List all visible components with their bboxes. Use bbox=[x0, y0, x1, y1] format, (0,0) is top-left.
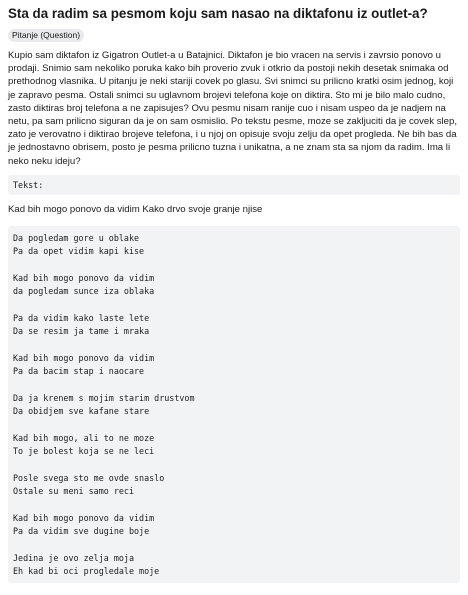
lyrics-stanza bbox=[13, 272, 455, 299]
lyrics-code-block bbox=[8, 226, 460, 583]
lyrics-stanza bbox=[13, 432, 455, 459]
lyrics-line: Da obidjem sve kafane stare bbox=[13, 406, 150, 417]
lyrics-line: To je bolest koja se ne leci bbox=[13, 446, 155, 457]
lyrics-line: Kad bih mogo ponovo da vidim bbox=[13, 352, 155, 363]
lyrics-stanza bbox=[13, 472, 455, 499]
lyrics-line: Kad bih mogo ponovo da vidim bbox=[13, 272, 155, 283]
lyrics-stanza bbox=[13, 512, 455, 539]
post-body: Kupio sam diktafon iz Gigatron Outlet-a u Batajnici. Diktafon je bio vracen na servis i zavrsio ponovo u prodaji. Snimio sam nekoliko poruka kako bih proverio zvuk i otkrio da postoji nekih desetak snimaka od prethodnog vlasnika. U pitanju je neki stariji covek po glasu. Svi snimci su prilicno kratki osim jednog, koji je zapravo pesma. Ostali snimci su uglavnom brojevi telefona koje on diktira. Sto mi je bilo malo cudno, zasto diktiras broj telefona a ne zapisujes? Ovu pesmu nisam ranije cuo i nisam uspeo da je nadjem na netu, pa sam prilicno siguran da je on sam osmislio. Po tekstu pesme, moze se zakljuciti da je covek slep, zato je verovatno i diktirao brojeve telefona, i u njoj on opisuje svoju zelju da opet progleda. Ne bih bas da je jednostavno obrisem, posto je pesma prilicno tuzna i unikatna, a ne znam sta sa njom da radim. Ima li neko neku ideju? bbox=[8, 50, 457, 167]
lyrics-line: Posle svega sto me ovde snaslo bbox=[13, 472, 165, 483]
lyrics-line: Jedina je ovo zelja moja bbox=[13, 552, 135, 563]
lyrics-line: Pa da opet vidim kapi kise bbox=[13, 246, 145, 257]
lyrics-line: Da pogledam gore u oblake bbox=[13, 232, 140, 243]
lyrics-line: Pa da bacim stap i naocare bbox=[13, 366, 145, 377]
lyrics-stanza bbox=[13, 312, 455, 339]
lyrics-line: Ostale su meni samo reci bbox=[13, 486, 135, 497]
lyrics-line: Kad bih mogo, ali to ne moze bbox=[13, 432, 155, 443]
lyrics-line: Eh kad bi oci progledale moje bbox=[13, 566, 160, 577]
post bbox=[8, 5, 460, 583]
lyrics-line: Pa da vidim kako laste lete bbox=[13, 312, 150, 323]
lyrics-stanza bbox=[13, 552, 455, 579]
song-subtitle: Kad bih mogo ponovo da vidim Kako drvo svoje granje njise bbox=[8, 203, 263, 215]
lyrics-line: Da se resim ja tame i mraka bbox=[13, 326, 150, 337]
lyrics-line: Pa da vidim sve dugine boje bbox=[13, 526, 150, 537]
lyrics-stanza bbox=[13, 392, 455, 419]
code-block-label: Tekst: bbox=[8, 175, 460, 195]
lyrics-line: Da ja krenem s mojim starim drustvom bbox=[13, 392, 195, 403]
lyrics-line: Kad bih mogo ponovo da vidim bbox=[13, 512, 155, 523]
lyrics-stanza bbox=[13, 352, 455, 379]
lyrics-stanza bbox=[13, 232, 455, 259]
post-title[interactable]: Sta da radim sa pesmom koju sam nasao na diktafonu iz outlet-a? bbox=[8, 6, 428, 21]
lyrics-line: da pogledam sunce iza oblaka bbox=[13, 286, 155, 297]
post-flair[interactable]: Pitanje (Question) bbox=[8, 29, 84, 42]
